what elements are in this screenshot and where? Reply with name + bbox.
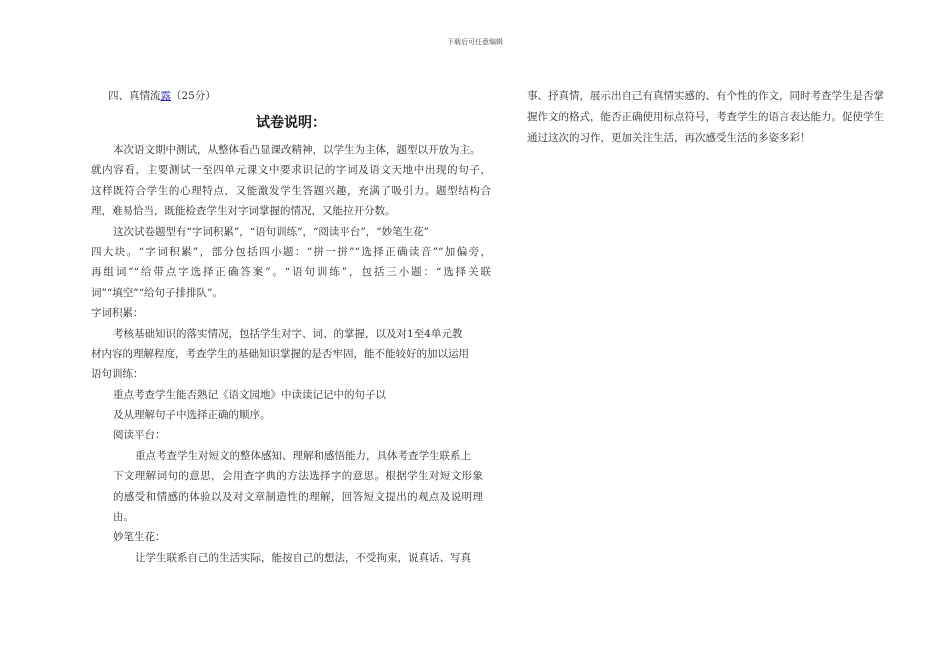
vocab-line: 材内容的理解程度，考查学生的基础知识掌握的是否牢固，能不能较好的加以运用 xyxy=(91,347,469,360)
writing-heading: 妙笔生花： xyxy=(113,531,166,544)
reading-line: 下文理解词句的意思，会用查字典的方法选择字的意思。根据学生对短文形象 xyxy=(113,470,483,483)
sentence-line: 重点考查学生能否熟记《语文园地》中读读记记中的句子以 xyxy=(113,388,386,401)
page-header-note: 下载后可任意编辑 xyxy=(447,38,503,46)
intro-line: 就内容看，主要测试一至四单元课文中要求识记的字词及语文天地中出现的句子， xyxy=(91,164,491,177)
continuation-line: 通过这次的习作，更加关注生活，再次感受生活的多姿多彩！ xyxy=(527,132,811,144)
sentence-heading: 语句训练： xyxy=(91,368,144,381)
writing-line: 让学生联系自己的生活实际，能按自己的想法，不受拘束，说真话、写真 xyxy=(135,551,471,564)
types-line: 这次试卷题型有“字词积累”，“语句训练”，“阅读平台”，“妙笔生花” xyxy=(113,225,429,238)
vocab-heading: 字词积累： xyxy=(91,307,144,320)
vocab-line: 考核基础知识的落实情况，包括学生对字、词、的掌握，以及对1至4单元教 xyxy=(113,327,463,340)
reading-line: 重点考查学生对短文的整体感知、理解和感悟能力，具体考查学生联系上 xyxy=(135,449,471,462)
reading-line: 由。 xyxy=(113,511,134,524)
types-line: 再组词”“给带点字选择正确答案”。“语句训练”，包括三小题：“选择关联 xyxy=(91,266,491,279)
section-heading-prefix: 四、真情流 xyxy=(108,90,161,102)
right-column xyxy=(527,86,907,149)
section-heading-link[interactable]: 露 xyxy=(160,90,171,102)
continuation-line: 事、抒真情，展示出自己有真情实感的、有个性的作文，同时考查学生是否掌 xyxy=(527,90,884,102)
indented-block xyxy=(91,385,491,569)
vocab-section xyxy=(91,303,491,385)
intro-line: 本次语文期中测试，从整体看凸显课改精神，以学生为主体，题型以开放为主。 xyxy=(113,144,481,156)
reading-heading: 阅读平台： xyxy=(113,429,166,442)
document-title: 试卷说明： xyxy=(256,115,326,131)
section-heading xyxy=(91,86,491,106)
intro-paragraph xyxy=(91,140,491,222)
question-types-paragraph xyxy=(91,222,491,304)
types-line: 四大块。“字词积累”，部分包括四小题：“拼一拼”“选择正确读音”“加偏旁， xyxy=(91,245,491,258)
reading-line: 的感受和情感的体验以及对文章制造性的理解，回答短文提出的观点及说明理 xyxy=(113,490,483,503)
section-heading-suffix: （25分） xyxy=(171,90,216,102)
continuation-line: 握作文的格式，能否正确使用标点符号，考查学生的语言表达能力。促使学生 xyxy=(527,111,884,123)
intro-line: 这样既符合学生的心理特点，又能激发学生答题兴趣，充满了吸引力。题型结构合 xyxy=(91,184,491,197)
types-line: 词”“填空”“给句子排排队”。 xyxy=(91,286,223,299)
sentence-line: 及从理解句子中选择正确的顺序。 xyxy=(113,409,271,422)
left-column xyxy=(91,86,491,568)
intro-line: 理，难易恰当，既能检查学生对字词掌握的情况，又能拉开分数。 xyxy=(91,205,396,218)
